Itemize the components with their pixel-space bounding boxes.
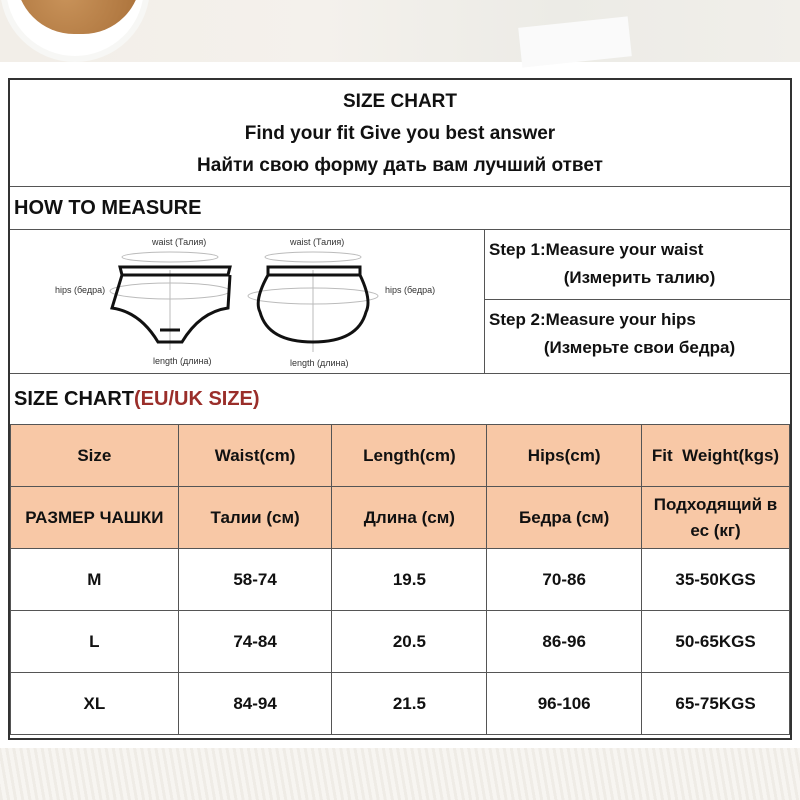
paper-image bbox=[518, 16, 632, 67]
hips-label-1: hips (бедра) bbox=[55, 285, 106, 295]
header-row-ru bbox=[11, 487, 790, 549]
background-photo-bottom bbox=[0, 748, 800, 800]
cell: 86-96 bbox=[487, 611, 642, 673]
length-label-1: length (длина) bbox=[153, 356, 212, 366]
col-header: Длина (см) bbox=[332, 487, 487, 549]
page-title: SIZE CHART bbox=[343, 91, 457, 112]
background-photo-top bbox=[0, 0, 800, 62]
size-chart-heading bbox=[10, 374, 790, 424]
col-header: Талии (см) bbox=[178, 487, 332, 549]
col-header: Length(cm) bbox=[332, 425, 487, 487]
table-row bbox=[11, 611, 790, 673]
step-1-en: Step 1:Measure your waist bbox=[489, 240, 704, 259]
briefs-diagram bbox=[110, 252, 230, 350]
size-chart-card bbox=[8, 78, 792, 740]
col-header: Fit Weight(kgs) bbox=[642, 425, 790, 487]
hips-label-2: hips (бедра) bbox=[385, 285, 436, 295]
step-2-en: Step 2:Measure your hips bbox=[489, 310, 696, 329]
cell: 84-94 bbox=[178, 673, 332, 735]
col-header: Size bbox=[11, 425, 179, 487]
cell: 70-86 bbox=[487, 549, 642, 611]
subtitle-ru: Найти свою форму дать вам лучший ответ bbox=[197, 155, 603, 176]
cell: L bbox=[11, 611, 179, 673]
cell: 20.5 bbox=[332, 611, 487, 673]
cell: 96-106 bbox=[487, 673, 642, 735]
col-header: Подходящий в ес (кг) bbox=[642, 487, 790, 549]
cell: 58-74 bbox=[178, 549, 332, 611]
measure-diagram bbox=[10, 230, 485, 374]
step-2-ru: (Измерьте свои бедра) bbox=[543, 338, 736, 357]
hipster-diagram bbox=[248, 252, 378, 352]
cell: M bbox=[11, 549, 179, 611]
step-1-ru: (Измерить талию) bbox=[563, 268, 716, 287]
cell: 65-75KGS bbox=[642, 673, 790, 735]
cell: XL bbox=[11, 673, 179, 735]
cell: 50-65KGS bbox=[642, 611, 790, 673]
size-chart-heading-text: SIZE CHART bbox=[14, 388, 134, 410]
step-2 bbox=[485, 300, 790, 374]
table-row bbox=[11, 549, 790, 611]
size-table bbox=[10, 424, 790, 735]
cell: 19.5 bbox=[332, 549, 487, 611]
table-row bbox=[11, 673, 790, 735]
size-chart-heading-accent: (EU/UK SIZE) bbox=[134, 388, 260, 410]
col-header: РАЗМЕР ЧАШКИ bbox=[11, 487, 179, 549]
measure-diagram-row bbox=[10, 230, 790, 374]
subtitle-en: Find your fit Give you best answer bbox=[244, 123, 556, 144]
col-header: Бедра (см) bbox=[487, 487, 642, 549]
step-1 bbox=[485, 230, 790, 300]
cell: 74-84 bbox=[178, 611, 332, 673]
col-header: Hips(cm) bbox=[487, 425, 642, 487]
waist-label-1: waist (Талия) bbox=[152, 237, 207, 247]
title-block bbox=[10, 80, 790, 187]
length-label-2: length (длина) bbox=[290, 358, 349, 368]
cell: 21.5 bbox=[332, 673, 487, 735]
how-to-measure-heading: HOW TO MEASURE bbox=[10, 187, 790, 230]
col-header: Waist(cm) bbox=[178, 425, 332, 487]
cell: 35-50KGS bbox=[642, 549, 790, 611]
coffee-cup-image bbox=[0, 0, 150, 62]
header-row-en bbox=[11, 425, 790, 487]
waist-label-2: waist (Талия) bbox=[290, 237, 345, 247]
